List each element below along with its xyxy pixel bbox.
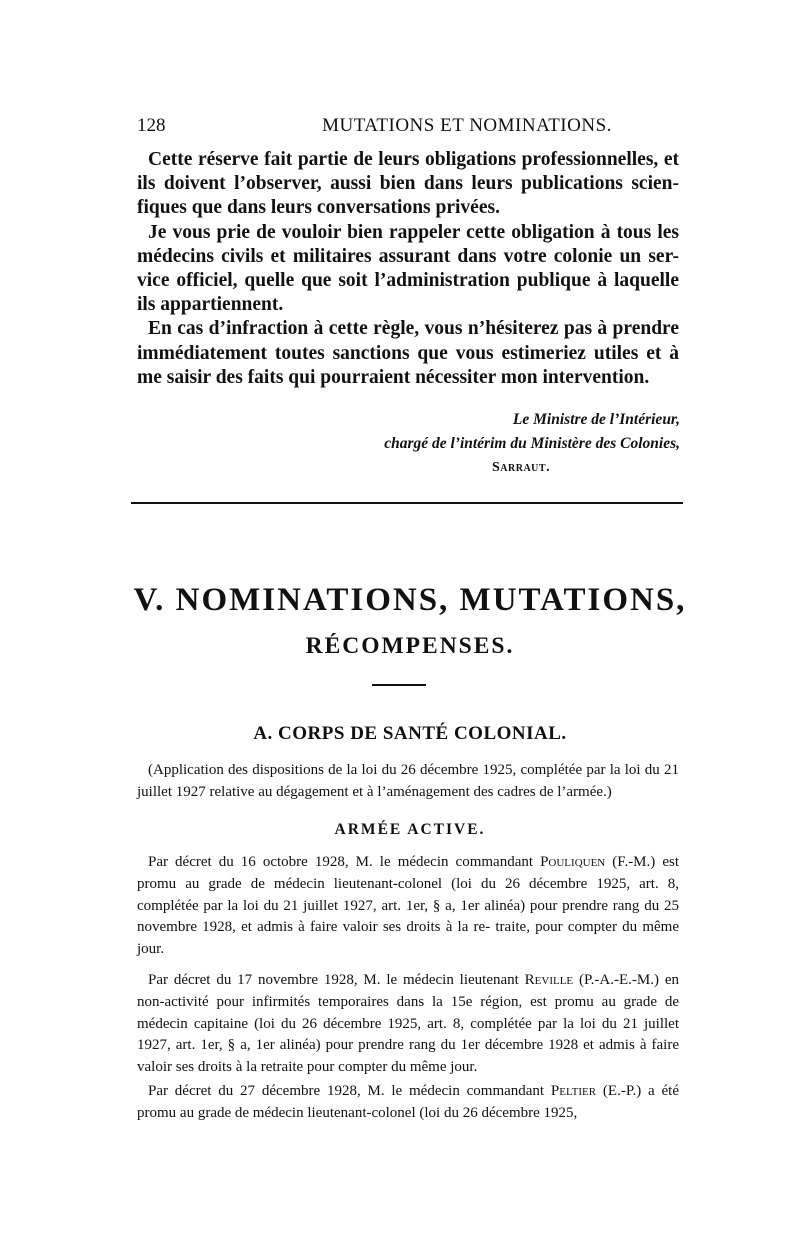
intro-text: (Application des dispositions de la loi du 26 décembre 1925, complétée par la loi du 21 juillet 1927 relative au dégagement et à l’aménagement des cadres de l’armée.) [137,762,679,800]
person-name: Pouliquen [540,854,606,870]
intro-paragraph [137,760,679,804]
signature-block [330,408,680,480]
page-header [137,115,677,139]
armee-heading: ARMÉE ACTIVE. [334,821,486,838]
person-name: Peltier [550,1083,597,1099]
decree-paragraph [137,970,679,1079]
decree-paragraph [137,1081,679,1125]
letter-paragraph: Cette réserve fait partie de leurs obligations professionnelles, et ils doivent l’observer, aussi bien dans leurs publications scien- fiques que dans leurs conversations privées. [137,149,679,219]
page-number: 128 [137,115,166,136]
letter-paragraph: En cas d’infraction à cette règle, vous n’hésiterez pas à prendre immédiatement toutes sanctions que vous estimeriez utiles et à me saisir des faits qui pourraient nécessiter mon intervention. [137,318,679,388]
decree-text: Par décret du 27 décembre 1928, M. le médecin commandant Peltier (E.-P.) a été promu au grade de médecin lieutenant-colonel (loi du 26 décembre 1925, [137,1083,680,1121]
signature-name: Sarraut. [492,460,551,475]
decree-text: Par décret du 16 octobre 1928, M. le médecin commandant Pouliquen (F.-M.) est promu au grade de médecin lieutenant-colonel (loi du 26 décembre 1925, art. 8, complétée par la loi du 21 juillet 1927, art. 1er, § a, 1er alinéa) pour prendre rang du 25 novembre 1928, et admis à faire valoir ses droits à la re- traite, pour compter du même jour. [137,854,679,958]
title-rule [372,684,426,686]
section-subtitle: RÉCOMPENSES. [305,633,515,659]
section-divider [131,502,683,504]
decree-text: Par décret du 17 novembre 1928, M. le médecin lieutenant Reville (P.-A.-E.-M.) en non-activité pour infirmités temporaires dans la 15e région, est promu au grade de médecin capitaine (loi du 26 décembre 1925, art. 8, complétée par la loi du 21 juillet 1927, art. 1er, § a, 1er alinéa) pour prendre rang du 1er décembre 1928 et admis à faire valoir ses droits à la retraite pour compter du même jour. [137,972,679,1076]
person-name: Reville [524,972,574,988]
signature-role: chargé de l’intérim du Ministère des Colonies, [384,435,680,452]
letter-paragraph: Je vous prie de vouloir bien rappeler cette obligation à tous les médecins civils et militaires assurant dans votre colonie un ser- vice officiel, quelle que soit l’administration publique à laquelle ils appartiennent. [137,221,679,316]
decree-paragraph [137,852,679,961]
subsection-title: A. CORPS DE SANTÉ COLONIAL. [253,723,567,744]
letter-body [137,148,679,390]
section-title: V. NOMINATIONS, MUTATIONS, [133,582,687,618]
running-title: MUTATIONS ET NOMINATIONS. [322,115,612,136]
signature-title: Le Ministre de l’Intérieur, [512,411,680,428]
